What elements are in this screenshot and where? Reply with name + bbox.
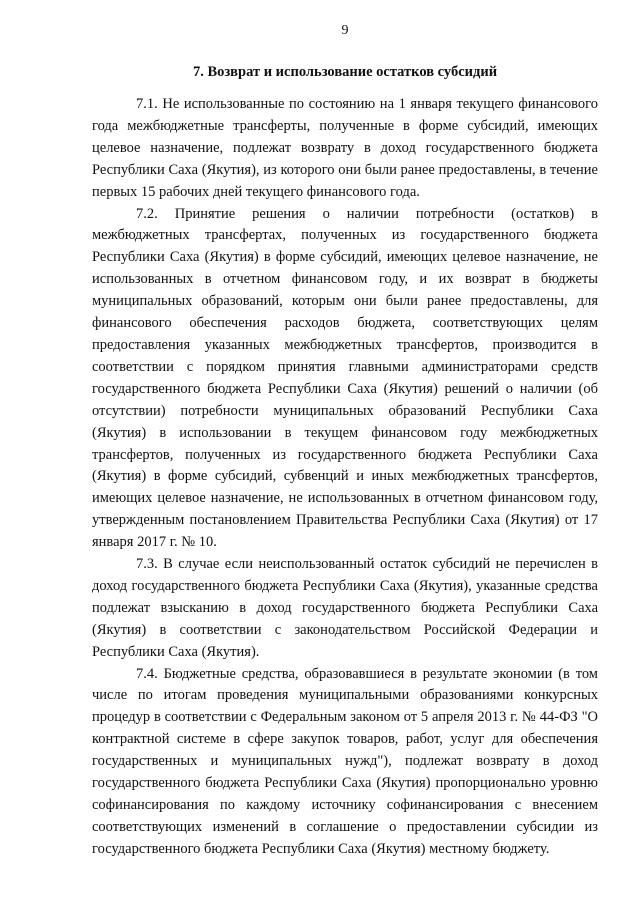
paragraph-7-4: 7.4. Бюджетные средства, образовавшиеся в результате экономии (в том числе по итогам проведения муниципальными образованиями конкурсных процедур в соответствии с Федеральным законом от 5 апреля 2013 г. № 44-ФЗ "О контрактной системе в сфере закупок товаров, работ, услуг для обеспечения государственных и муниципальных нужд"), подлежат возврату в доход государственного бюджета Республики Саха (Якутия) пропорционально уровню софинансирования по каждому источнику софинансирования с внесением соответствующих изменений в соглашение о предоставлении субсидии из государственного бюджета Республики Саха (Якутия) местному бюджету. [92, 665, 598, 857]
section-title: 7. Возврат и использование остатков субсидий [192, 64, 498, 80]
document-page [92, 22, 598, 861]
paragraph-7-2: 7.2. Принятие решения о наличии потребности (остатков) в межбюджетных трансфертах, полученных из государственного бюджета Республики Саха (Якутия) в форме субсидий, имеющих целевое назначение, не использованных в отчетном финансовом году, и их возврат в бюджеты муниципальных образований, которым они были ранее предоставлены, для финансового обеспечения расходов бюджета, соответствующих целям предоставления указанных межбюджетных трансфертов, производится в соответствии с порядком принятия главными администраторами средств государственного бюджета Республики Саха (Якутия) решений о наличии (об отсутствии) потребности муниципальных образований Республики Саха (Якутия) в использовании в текущем финансовом году межбюджетных трансфертов, полученных из государственного бюджета Республики Саха (Якутия) в форме субсидий, субвенций и иных межбюджетных трансфертов, имеющих целевое назначение, не использованных в отчетном финансовом году, утвержденным постановлением Правительства Республики Саха (Якутия) от 17 января 2017 г. № 10. [92, 205, 598, 551]
page-number: 9 [341, 23, 349, 38]
paragraph-7-1: 7.1. Не использованные по состоянию на 1 января текущего финансового года межбюджетные трансферты, полученные в форме субсидий, имеющих целевое назначение, подлежат возврату в доход государственного бюджета Республики Саха (Якутия), из которого они были ранее предоставлены, в течение первых 15 рабочих дней текущего финансового года. [92, 96, 598, 200]
paragraph-7-3: 7.3. В случае если неиспользованный остаток субсидий не перечислен в доход государственного бюджета Республики Саха (Якутия), указанные средства подлежат взысканию в доход государственного бюджета Республики Саха (Якутия) в соответствии с законодательством Российской Федерации и Республики Саха (Якутия). [92, 556, 598, 660]
